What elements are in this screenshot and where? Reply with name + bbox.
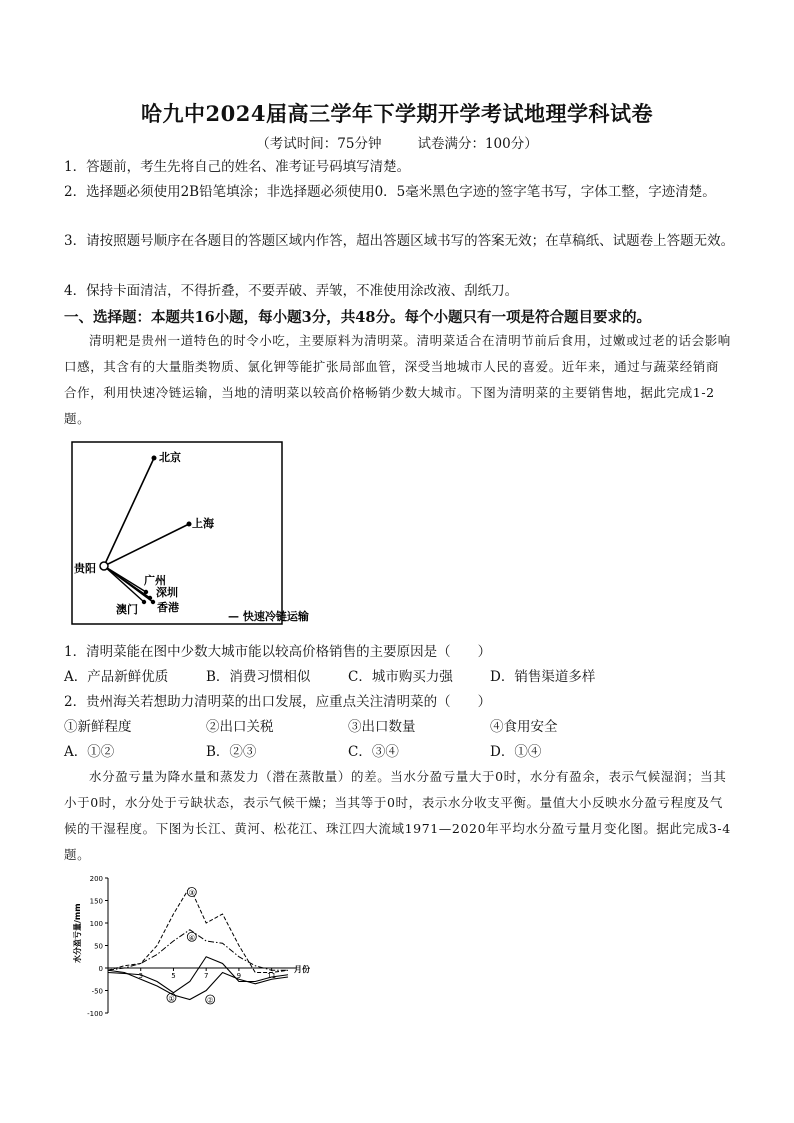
note-2: 2．选择题必须使用2B铅笔填涂；非选择题必须使用0．5毫米黑色字迹的签字笔书写，字体工整，字迹清楚。 [64,184,716,200]
passage-2: 水分盈亏量为降水量和蒸发力（潜在蒸散量）的差。当水分盈亏量大于0时，水分有盈余，表示气候湿润；当其小于0时，水分处于亏缺状态，表示气候干燥；当其等于0时，表示水分收支平衡。量值大小反映水分盈亏程度及气候的干湿程度。下图为长江、黄河、松花江、珠江四大流域1971—2020年平均水分盈亏量月变化图。据此完成3-4题。 [64,769,731,862]
label-beijing: 北京 [159,451,181,464]
label-macau: 澳门 [116,603,138,616]
q2-item-1: ①新鲜程度 [64,719,132,735]
hongkong-marker [151,600,155,604]
q1-stem: 1．清明菜能在图中少数大城市能以较高价格销售的主要原因是（ ） [64,644,492,660]
q1-option-a[interactable]: A．产品新鲜优质 [64,669,169,685]
exam-info [0,132,794,152]
note-1: 1．答题前，考生先将自己的姓名、准考证号码填写清楚。 [64,159,411,175]
map-legend: — 快速冷链运输 [228,610,309,623]
series-label-1: ① [168,994,175,1003]
q2-option-c[interactable]: C．③④ [348,744,399,760]
exam-time: （考试时间：75分钟 [256,136,382,152]
series-line-1 [108,957,288,993]
shanghai-marker [187,522,192,527]
q2-option-d[interactable]: D．①④ [490,744,542,760]
series-line-3 [108,887,288,973]
q2-option-b[interactable]: B．②③ [206,744,257,760]
x-tick-label: 3 [138,972,143,980]
y-tick-label: -50 [91,987,103,996]
x-tick-label: 7 [203,972,209,980]
beijing-marker [152,456,157,461]
label-hongkong: 香港 [157,601,179,614]
series-label-2: ② [207,996,214,1005]
exam-score: 试卷满分：100分） [417,136,538,152]
q2-options [64,740,744,760]
x-axis-label: 月份 [294,965,310,974]
macau-marker [142,600,146,604]
q2-item-4: ④食用安全 [490,719,558,735]
q1-option-b[interactable]: B．消费习惯相似 [206,669,311,685]
q2-item-2: ②出口关税 [206,719,274,735]
note-3: 3．请按照题号顺序在各题目的答题区域内作答，超出答题区域书写的答案无效；在草稿纸、试题卷上答题无效。 [64,233,735,249]
guiyang-marker [100,562,108,570]
guangzhou-marker [144,590,148,594]
x-tick-label: 11 [267,972,277,980]
y-axis-label: 水分盈亏量/mm [73,903,82,963]
q1-option-c[interactable]: C．城市购买力强 [348,669,453,685]
x-tick-label: 5 [171,972,176,980]
label-guiyang: 贵阳 [74,562,96,575]
q2-items [64,715,744,735]
q2-item-3: ③出口数量 [348,719,416,735]
series-label-3: ③ [188,889,195,897]
label-shanghai: 上海 [192,517,214,530]
x-tick-label: 9 [236,972,242,980]
label-shenzhen: 深圳 [156,586,178,599]
label-guangzhou: 广州 [144,574,166,587]
series-label-4: ④ [188,933,195,942]
q1-option-d[interactable]: D．销售渠道多样 [490,669,596,685]
water-balance-chart [64,868,324,1018]
shenzhen-marker [148,596,152,600]
y-tick-label: 50 [94,942,103,951]
y-tick-label: 150 [89,897,103,906]
sales-map [64,436,354,628]
exam-title: 哈九中2024届高三学年下学期开学考试地理学科试卷 [141,101,653,126]
q2-option-a[interactable]: A．①② [64,744,115,760]
passage-1: 清明粑是贵州一道特色的时令小吃，主要原料为清明菜。清明菜适合在清明节前后食用，过嫩或过老的话会影响口感，其含有的大量脂类物质、氯化钾等能扩张局部血管，深受当地城市人民的喜爱。近年来，通过与蔬菜经销商合作，利用快速冷链运输，当地的清明菜以较高价格畅销少数大城市。下图为清明菜的主要销售地，据此完成1-2题。 [64,333,731,426]
y-tick-label: 200 [89,875,103,883]
y-tick-label: 100 [89,920,103,928]
section-heading: 一、选择题：本题共16小题，每小题3分，共48分。每个小题只有一项是符合题目要求的。 [64,309,651,326]
y-tick-label: -100 [87,1010,103,1018]
q2-stem: 2．贵州海关若想助力清明菜的出口发展，应重点关注清明菜的（ ） [64,694,492,710]
y-tick-label: 0 [98,965,103,973]
note-4: 4．保持卡面清洁，不得折叠，不要弄破、弄皱，不准使用涂改液、刮纸刀。 [64,283,519,299]
q1-options [64,665,744,685]
